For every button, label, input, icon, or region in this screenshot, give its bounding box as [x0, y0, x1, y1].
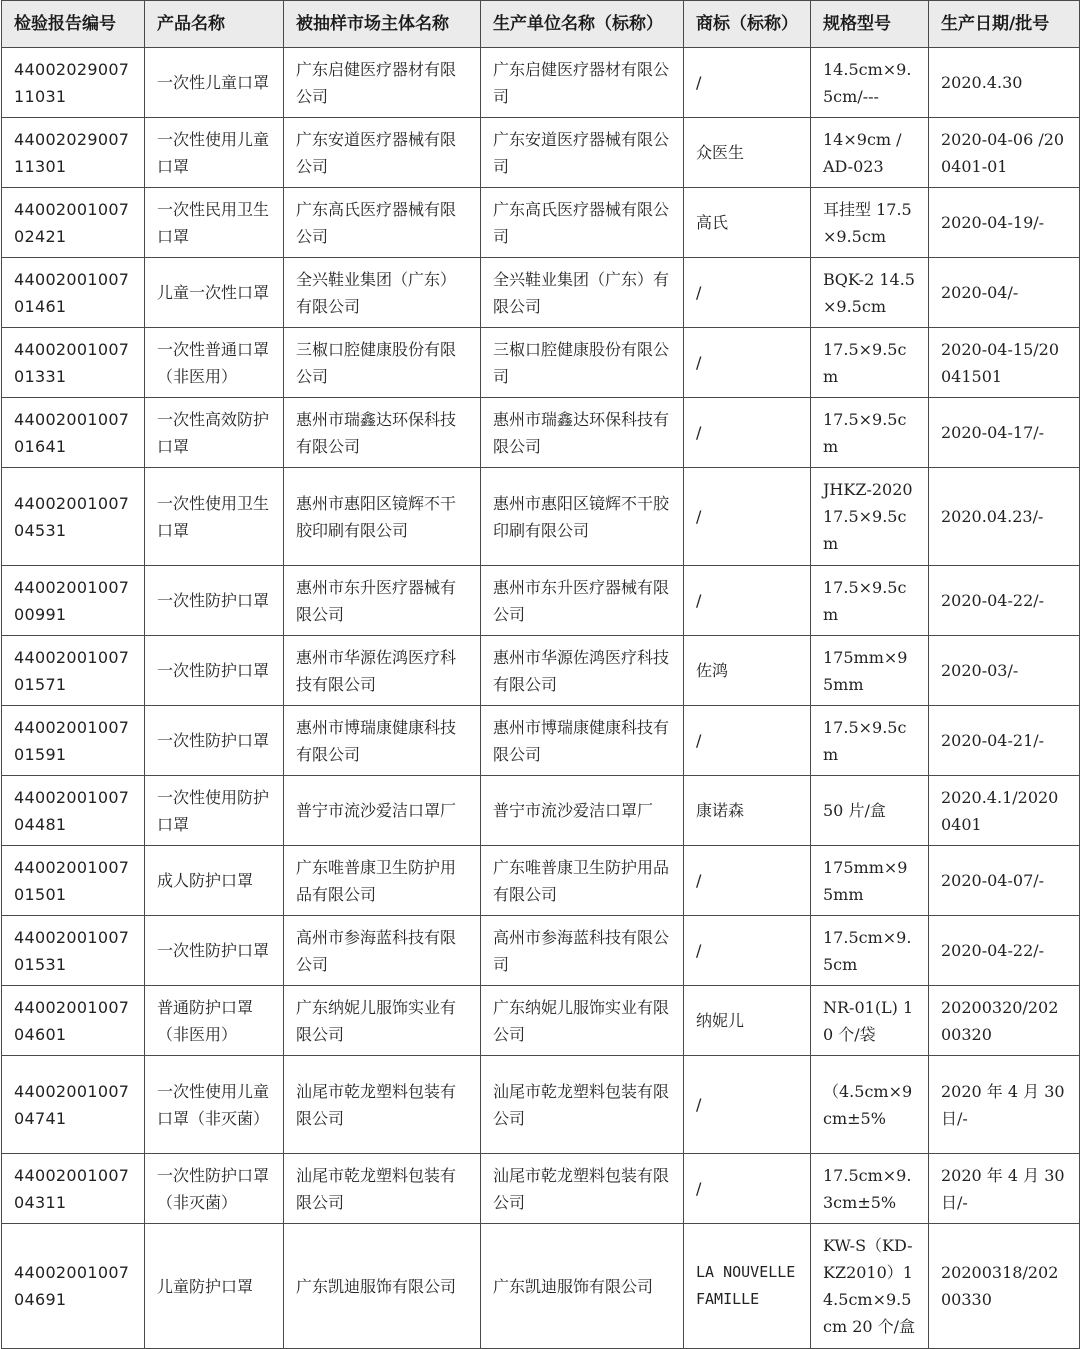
cell-product: 一次性防护口罩: [145, 566, 284, 636]
table-body: [2, 48, 1080, 1349]
cell-report-no: 4400202900711301: [2, 118, 145, 188]
cell-producer: 惠州市华源佐鸿医疗科技有限公司: [481, 636, 684, 706]
cell-brand: /: [684, 328, 811, 398]
table-row: [2, 258, 1080, 328]
cell-producer: 广东凯迪服饰有限公司: [481, 1224, 684, 1349]
cell-date: 2020-04-15/20041501: [929, 328, 1080, 398]
cell-report-no: 4400202900711031: [2, 48, 145, 118]
cell-date: 2020-03/-: [929, 636, 1080, 706]
cell-brand: /: [684, 1154, 811, 1224]
col-header-spec: 规格型号: [811, 1, 929, 48]
cell-sampled: 惠州市东升医疗器械有限公司: [284, 566, 481, 636]
cell-sampled: 广东安道医疗器械有限公司: [284, 118, 481, 188]
cell-sampled: 三椒口腔健康股份有限公司: [284, 328, 481, 398]
cell-brand: /: [684, 468, 811, 566]
table-row: [2, 48, 1080, 118]
cell-producer: 三椒口腔健康股份有限公司: [481, 328, 684, 398]
col-header-sampled-entity: 被抽样市场主体名称: [284, 1, 481, 48]
cell-date: 2020-04-22/-: [929, 566, 1080, 636]
cell-spec: 17.5×9.5cm: [811, 398, 929, 468]
cell-date: 2020-04-19/-: [929, 188, 1080, 258]
cell-sampled: 普宁市流沙爱洁口罩厂: [284, 776, 481, 846]
cell-brand: 康诺森: [684, 776, 811, 846]
cell-spec: 14×9cm / AD-023: [811, 118, 929, 188]
cell-report-no: 4400200100704601: [2, 986, 145, 1056]
cell-product: 一次性防护口罩: [145, 706, 284, 776]
cell-spec: （4.5cm×9cm±5%: [811, 1056, 929, 1154]
cell-date: 2020-04-07/-: [929, 846, 1080, 916]
cell-spec: KW-S（KD-KZ2010）14.5cm×9.5cm 20 个/盒: [811, 1224, 929, 1349]
cell-date: 2020 年 4 月 30 日/-: [929, 1056, 1080, 1154]
table-row: [2, 118, 1080, 188]
cell-report-no: 4400200100701501: [2, 846, 145, 916]
cell-report-no: 4400200100701641: [2, 398, 145, 468]
cell-report-no: 4400200100701331: [2, 328, 145, 398]
cell-product: 一次性防护口罩（非灭菌）: [145, 1154, 284, 1224]
cell-sampled: 惠州市惠阳区镜辉不干胶印刷有限公司: [284, 468, 481, 566]
cell-spec: 17.5cm×9.5cm: [811, 916, 929, 986]
cell-report-no: 4400200100704691: [2, 1224, 145, 1349]
col-header-product: 产品名称: [145, 1, 284, 48]
cell-product: 一次性普通口罩（非医用）: [145, 328, 284, 398]
cell-spec: BQK-2 14.5×9.5cm: [811, 258, 929, 328]
table-row: [2, 636, 1080, 706]
cell-sampled: 汕尾市乾龙塑料包装有限公司: [284, 1056, 481, 1154]
header-row: [2, 1, 1080, 48]
cell-producer: 高州市参海蓝科技有限公司: [481, 916, 684, 986]
col-header-report-no: 检验报告编号: [2, 1, 145, 48]
cell-producer: 惠州市博瑞康健康科技有限公司: [481, 706, 684, 776]
cell-sampled: 惠州市华源佐鸿医疗科技有限公司: [284, 636, 481, 706]
cell-spec: 175mm×95mm: [811, 846, 929, 916]
cell-sampled: 汕尾市乾龙塑料包装有限公司: [284, 1154, 481, 1224]
cell-product: 一次性高效防护口罩: [145, 398, 284, 468]
cell-producer: 汕尾市乾龙塑料包装有限公司: [481, 1154, 684, 1224]
col-header-date: 生产日期/批号: [929, 1, 1080, 48]
cell-spec: 50 片/盒: [811, 776, 929, 846]
table-row: [2, 1056, 1080, 1154]
cell-report-no: 4400200100700991: [2, 566, 145, 636]
cell-producer: 广东高氏医疗器械有限公司: [481, 188, 684, 258]
cell-brand: 佐鸿: [684, 636, 811, 706]
cell-spec: 175mm×95mm: [811, 636, 929, 706]
cell-producer: 惠州市瑞鑫达环保科技有限公司: [481, 398, 684, 468]
cell-producer: 汕尾市乾龙塑料包装有限公司: [481, 1056, 684, 1154]
col-header-brand: 商标（标称）: [684, 1, 811, 48]
col-header-producer: 生产单位名称（标称）: [481, 1, 684, 48]
cell-product: 一次性使用儿童口罩（非灭菌）: [145, 1056, 284, 1154]
cell-date: 2020-04-06 /200401-01: [929, 118, 1080, 188]
table-row: [2, 846, 1080, 916]
cell-date: 2020.04.23/-: [929, 468, 1080, 566]
cell-product: 一次性使用儿童口罩: [145, 118, 284, 188]
table-row: [2, 706, 1080, 776]
cell-sampled: 全兴鞋业集团（广东）有限公司: [284, 258, 481, 328]
cell-producer: 全兴鞋业集团（广东）有限公司: [481, 258, 684, 328]
cell-brand: /: [684, 566, 811, 636]
table-row: [2, 776, 1080, 846]
cell-date: 2020.4.1/20200401: [929, 776, 1080, 846]
cell-date: 2020-04-21/-: [929, 706, 1080, 776]
cell-product: 一次性儿童口罩: [145, 48, 284, 118]
cell-date: 20200320/20200320: [929, 986, 1080, 1056]
cell-product: 一次性使用卫生口罩: [145, 468, 284, 566]
cell-sampled: 惠州市博瑞康健康科技有限公司: [284, 706, 481, 776]
cell-producer: 广东安道医疗器械有限公司: [481, 118, 684, 188]
cell-brand: /: [684, 916, 811, 986]
cell-brand: 纳妮儿: [684, 986, 811, 1056]
table-header: [2, 1, 1080, 48]
table-row: [2, 1224, 1080, 1349]
cell-spec: NR-01(L) 10 个/袋: [811, 986, 929, 1056]
cell-brand: /: [684, 258, 811, 328]
cell-sampled: 广东高氏医疗器械有限公司: [284, 188, 481, 258]
cell-producer: 惠州市惠阳区镜辉不干胶印刷有限公司: [481, 468, 684, 566]
cell-product: 普通防护口罩（非医用）: [145, 986, 284, 1056]
cell-product: 一次性防护口罩: [145, 916, 284, 986]
cell-date: 2020.4.30: [929, 48, 1080, 118]
cell-spec: 17.5cm×9.3cm±5%: [811, 1154, 929, 1224]
cell-spec: 耳挂型 17.5×9.5cm: [811, 188, 929, 258]
cell-sampled: 惠州市瑞鑫达环保科技有限公司: [284, 398, 481, 468]
cell-producer: 广东唯普康卫生防护用品有限公司: [481, 846, 684, 916]
cell-sampled: 广东纳妮儿服饰实业有限公司: [284, 986, 481, 1056]
cell-product: 儿童防护口罩: [145, 1224, 284, 1349]
cell-brand: /: [684, 846, 811, 916]
cell-producer: 惠州市东升医疗器械有限公司: [481, 566, 684, 636]
cell-brand: /: [684, 48, 811, 118]
cell-brand: LA NOUVELLE FAMILLE: [684, 1224, 811, 1349]
cell-date: 2020-04-17/-: [929, 398, 1080, 468]
cell-sampled: 广东唯普康卫生防护用品有限公司: [284, 846, 481, 916]
cell-producer: 广东启健医疗器材有限公司: [481, 48, 684, 118]
cell-product: 儿童一次性口罩: [145, 258, 284, 328]
table-row: [2, 328, 1080, 398]
cell-date: 2020 年 4 月 30 日/-: [929, 1154, 1080, 1224]
cell-report-no: 4400200100701571: [2, 636, 145, 706]
cell-product: 一次性防护口罩: [145, 636, 284, 706]
cell-brand: /: [684, 398, 811, 468]
cell-producer: 普宁市流沙爱洁口罩厂: [481, 776, 684, 846]
cell-brand: 高氏: [684, 188, 811, 258]
cell-spec: 17.5×9.5cm: [811, 706, 929, 776]
cell-report-no: 4400200100702421: [2, 188, 145, 258]
table-row: [2, 188, 1080, 258]
cell-brand: /: [684, 706, 811, 776]
cell-date: 20200318/20200330: [929, 1224, 1080, 1349]
table-row: [2, 566, 1080, 636]
cell-product: 一次性使用防护口罩: [145, 776, 284, 846]
cell-sampled: 高州市参海蓝科技有限公司: [284, 916, 481, 986]
cell-spec: 17.5×9.5cm: [811, 566, 929, 636]
cell-spec: 14.5cm×9.5cm/---: [811, 48, 929, 118]
cell-sampled: 广东启健医疗器材有限公司: [284, 48, 481, 118]
cell-spec: JHKZ-2020 17.5×9.5cm: [811, 468, 929, 566]
table-row: [2, 986, 1080, 1056]
cell-product: 成人防护口罩: [145, 846, 284, 916]
cell-report-no: 4400200100701531: [2, 916, 145, 986]
cell-report-no: 4400200100701591: [2, 706, 145, 776]
cell-product: 一次性民用卫生口罩: [145, 188, 284, 258]
table-row: [2, 398, 1080, 468]
table-row: [2, 1154, 1080, 1224]
cell-report-no: 4400200100704481: [2, 776, 145, 846]
cell-report-no: 4400200100704531: [2, 468, 145, 566]
cell-brand: /: [684, 1056, 811, 1154]
cell-report-no: 4400200100701461: [2, 258, 145, 328]
cell-date: 2020-04-22/-: [929, 916, 1080, 986]
cell-sampled: 广东凯迪服饰有限公司: [284, 1224, 481, 1349]
inspection-report-table: [1, 0, 1080, 1349]
cell-date: 2020-04/-: [929, 258, 1080, 328]
cell-report-no: 4400200100704741: [2, 1056, 145, 1154]
cell-spec: 17.5×9.5cm: [811, 328, 929, 398]
cell-report-no: 4400200100704311: [2, 1154, 145, 1224]
table-row: [2, 916, 1080, 986]
table-row: [2, 468, 1080, 566]
cell-brand: 众医生: [684, 118, 811, 188]
cell-producer: 广东纳妮儿服饰实业有限公司: [481, 986, 684, 1056]
